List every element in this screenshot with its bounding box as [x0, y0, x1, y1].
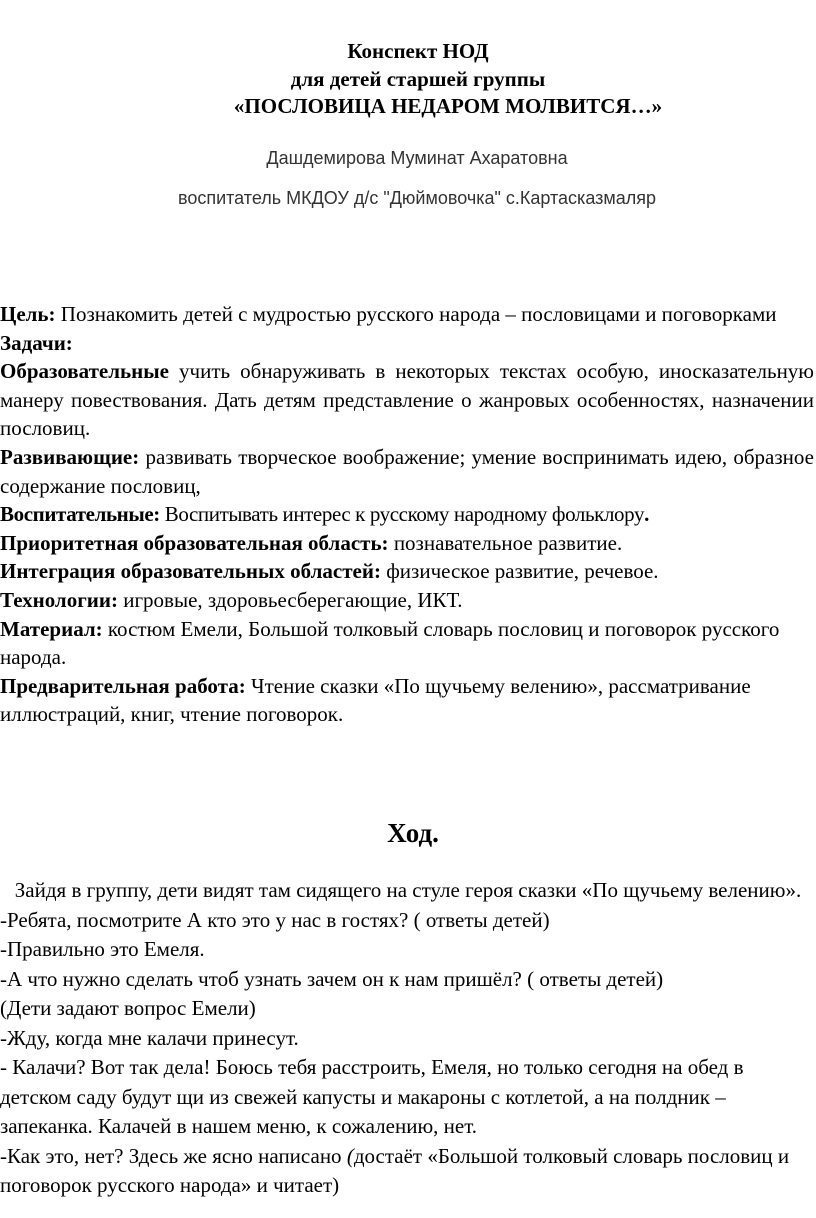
course-line: -Ребята, посмотрите А кто это у нас в гостях? ( ответы детей)	[0, 907, 550, 932]
tasks-label: Задачи:	[0, 330, 73, 355]
preliminary-paragraph	[0, 672, 814, 729]
integration-label: Интеграция образовательных областей:	[0, 559, 381, 584]
course-line: - Калачи? Вот так дела! Боюсь тебя расстроить, Емеля, но только сегодня на обед в детском саду будут щи из свежей капусты и макароны с котлетой, а на полдник – запеканка. Калачей в нашем меню, к сожалению, нет.	[0, 1055, 744, 1138]
educational-text: учить обнаруживать в некоторых текстах особую, иносказательную манеру повествования. Дать детям представление о жанровых особенностях, назначении пословиц.	[0, 359, 814, 441]
developing-paragraph	[0, 443, 814, 500]
integration-paragraph	[0, 557, 814, 586]
course-line-7a: -Как это, нет? Здесь же ясно написано	[0, 1143, 347, 1168]
preliminary-text: Чтение сказки «По щучьему велению», рассматривание иллюстраций, книг, чтение поговорок.	[0, 673, 751, 727]
course-heading: Ход.	[387, 818, 439, 848]
goal-label: Цель:	[0, 302, 56, 326]
goal-text: Познакомить детей с мудростью русского народа – пословицами и поговорками	[55, 302, 777, 326]
course-line: (Дети задают вопрос Емели)	[0, 996, 256, 1020]
technologies-label: Технологии:	[0, 587, 118, 612]
author-name: Дашдемирова Муминат Ахаратовна	[266, 148, 568, 168]
upbringing-paragraph	[0, 500, 814, 529]
title-line-3: «ПОСЛОВИЦА НЕДАРОМ МОЛВИТСЯ…»	[233, 94, 663, 118]
priority-label: Приоритетная образовательная область:	[0, 530, 389, 555]
course-intro: Зайдя в группу, дети видят там сидящего на стуле героя сказки «По щучьему велению».	[14, 878, 802, 902]
course-line: -Правильно это Емеля.	[0, 937, 205, 961]
educational-label: Образовательные	[0, 359, 169, 384]
material-paragraph	[0, 615, 814, 672]
goal-paragraph	[0, 300, 814, 329]
integration-text: физическое развитие, речевое.	[380, 559, 659, 584]
title-line-2: для детей старшей группы	[290, 67, 546, 91]
educational-paragraph	[0, 357, 814, 443]
upbringing-text: Воспитывать интерес к русскому народному фольклору	[159, 502, 645, 527]
technologies-paragraph	[0, 586, 814, 615]
title-line-1: Конспект НОД	[347, 39, 489, 63]
priority-paragraph	[0, 529, 814, 558]
course-line-7b: (	[346, 1143, 354, 1168]
developing-text: развивать творческое воображение; умение воспринимать идею, образное содержание пословиц,	[0, 444, 814, 498]
course-text	[0, 876, 816, 1201]
material-label: Материал:	[0, 616, 103, 641]
upbringing-label: Воспитательные:	[0, 502, 160, 527]
lesson-details	[0, 300, 816, 729]
developing-label: Развивающие:	[0, 444, 140, 469]
upbringing-end: .	[644, 502, 649, 527]
course-line: -Жду, когда мне калачи принесут.	[0, 1025, 299, 1050]
preliminary-label: Предварительная работа:	[0, 673, 246, 698]
course-line-7c: достаёт «Большой толковый словарь пословиц и поговорок русского народа» и читает)	[0, 1143, 790, 1197]
material-text: костюм Емели, Большой толковый словарь пословиц и поговорок русского народа.	[0, 616, 780, 670]
course-line: -А что нужно сделать чтоб узнать зачем он к нам пришёл? ( ответы детей)	[0, 966, 664, 991]
author-position: воспитатель МКДОУ д/с "Дюймовочка" с.Картасказмаляр	[177, 188, 657, 208]
technologies-text: игровые, здоровьесберегающие, ИКТ.	[117, 587, 463, 612]
course-line	[0, 1142, 816, 1201]
priority-text: познавательное развитие.	[388, 530, 623, 555]
